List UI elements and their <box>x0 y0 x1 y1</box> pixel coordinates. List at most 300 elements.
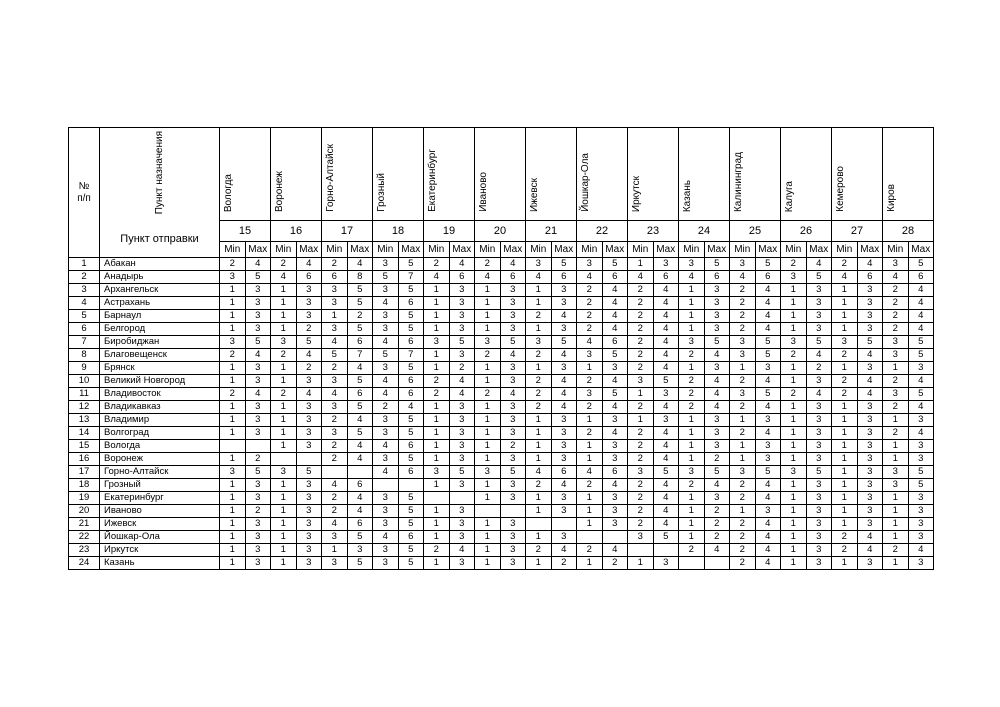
min-value-cell: 1 <box>781 297 807 310</box>
max-value-cell: 6 <box>398 336 424 349</box>
column-city-name: Кемерово <box>835 166 846 212</box>
max-value-cell: 3 <box>296 284 322 297</box>
max-value-cell: 3 <box>500 544 526 557</box>
min-value-cell: 1 <box>271 323 297 336</box>
min-value-cell: 3 <box>373 557 399 570</box>
min-value-cell: 3 <box>832 336 858 349</box>
max-value-cell: 5 <box>908 258 934 271</box>
column-city-name: Екатеринбург <box>427 149 438 212</box>
row-origin-city: Биробиджан <box>100 336 220 349</box>
min-value-cell: 1 <box>832 466 858 479</box>
max-value-cell: 4 <box>653 362 679 375</box>
min-value-cell: 1 <box>220 297 246 310</box>
min-value-cell: 3 <box>730 258 756 271</box>
max-value-cell <box>551 518 577 531</box>
min-value-cell: 2 <box>424 544 450 557</box>
max-header: Max <box>296 242 322 258</box>
min-value-cell: 3 <box>373 453 399 466</box>
row-origin-city: Благовещенск <box>100 349 220 362</box>
max-value-cell: 5 <box>602 349 628 362</box>
min-value-cell: 2 <box>322 453 348 466</box>
column-city-name: Калуга <box>784 180 795 212</box>
num-label-2: п/п <box>77 192 91 204</box>
min-header: Min <box>373 242 399 258</box>
min-value-cell: 1 <box>475 362 501 375</box>
table-row <box>69 505 934 518</box>
min-value-cell: 1 <box>271 531 297 544</box>
column-number: 16 <box>271 221 322 242</box>
min-value-cell: 2 <box>628 427 654 440</box>
max-value-cell: 4 <box>755 297 781 310</box>
table-row <box>69 531 934 544</box>
table-row <box>69 336 934 349</box>
max-value-cell: 4 <box>500 258 526 271</box>
max-value-cell: 3 <box>449 414 475 427</box>
max-value-cell: 4 <box>602 375 628 388</box>
min-value-cell: 1 <box>679 323 705 336</box>
max-value-cell: 4 <box>857 349 883 362</box>
max-value-cell: 3 <box>857 414 883 427</box>
max-value-cell: 4 <box>704 349 730 362</box>
min-value-cell: 1 <box>271 427 297 440</box>
max-value-cell: 5 <box>347 531 373 544</box>
max-value-cell: 4 <box>908 427 934 440</box>
max-value-cell: 3 <box>449 427 475 440</box>
min-value-cell: 1 <box>781 427 807 440</box>
min-value-cell: 1 <box>832 362 858 375</box>
max-value-cell: 3 <box>245 297 271 310</box>
min-value-cell: 1 <box>526 427 552 440</box>
min-value-cell <box>373 479 399 492</box>
max-value-cell <box>704 557 730 570</box>
max-value-cell: 3 <box>245 544 271 557</box>
max-value-cell: 3 <box>653 414 679 427</box>
column-destination-23 <box>628 128 679 221</box>
max-value-cell: 3 <box>500 401 526 414</box>
min-value-cell: 2 <box>679 388 705 401</box>
column-city-name: Воронеж <box>274 170 285 212</box>
max-value-cell: 4 <box>347 492 373 505</box>
max-value-cell: 5 <box>755 349 781 362</box>
min-value-cell: 2 <box>883 323 909 336</box>
column-number: 25 <box>730 221 781 242</box>
max-value-cell: 4 <box>602 427 628 440</box>
min-value-cell: 1 <box>679 492 705 505</box>
max-value-cell: 3 <box>449 531 475 544</box>
max-value-cell: 6 <box>347 388 373 401</box>
max-value-cell: 3 <box>857 492 883 505</box>
max-value-cell: 3 <box>500 518 526 531</box>
min-value-cell: 1 <box>526 297 552 310</box>
column-destination-26 <box>781 128 832 221</box>
max-value-cell: 4 <box>449 544 475 557</box>
row-number: 18 <box>69 479 100 492</box>
max-value-cell: 3 <box>296 297 322 310</box>
max-value-cell: 6 <box>704 271 730 284</box>
max-value-cell: 5 <box>398 310 424 323</box>
max-value-cell: 3 <box>245 362 271 375</box>
min-value-cell: 3 <box>271 336 297 349</box>
column-number: 15 <box>220 221 271 242</box>
min-value-cell: 4 <box>577 336 603 349</box>
min-value-cell: 1 <box>424 414 450 427</box>
table-row <box>69 427 934 440</box>
max-value-cell: 5 <box>857 336 883 349</box>
min-value-cell: 3 <box>373 518 399 531</box>
max-value-cell: 2 <box>296 323 322 336</box>
column-city-name: Иркутск <box>631 175 642 212</box>
min-value-cell: 4 <box>475 271 501 284</box>
min-value-cell: 2 <box>730 297 756 310</box>
min-value-cell: 3 <box>220 336 246 349</box>
min-value-cell: 2 <box>526 310 552 323</box>
min-value-cell: 3 <box>679 258 705 271</box>
min-value-cell: 1 <box>220 544 246 557</box>
max-value-cell: 4 <box>755 544 781 557</box>
min-value-cell: 2 <box>526 388 552 401</box>
max-value-cell: 5 <box>908 466 934 479</box>
min-value-cell: 5 <box>373 349 399 362</box>
min-header: Min <box>424 242 450 258</box>
min-value-cell: 1 <box>628 414 654 427</box>
min-value-cell: 1 <box>577 557 603 570</box>
row-number: 12 <box>69 401 100 414</box>
max-value-cell: 3 <box>296 531 322 544</box>
max-value-cell: 5 <box>551 336 577 349</box>
max-value-cell: 5 <box>398 362 424 375</box>
min-value-cell: 4 <box>832 271 858 284</box>
max-value-cell: 4 <box>806 349 832 362</box>
min-value-cell: 3 <box>679 466 705 479</box>
column-city-name: Йошкар-Ола <box>580 153 591 212</box>
min-value-cell: 3 <box>322 375 348 388</box>
min-value-cell: 3 <box>220 271 246 284</box>
max-value-cell: 2 <box>296 362 322 375</box>
max-value-cell: 3 <box>296 310 322 323</box>
max-value-cell: 6 <box>347 336 373 349</box>
min-value-cell: 3 <box>577 349 603 362</box>
row-number: 11 <box>69 388 100 401</box>
max-value-cell: 3 <box>245 310 271 323</box>
max-value-cell: 4 <box>653 518 679 531</box>
max-value-cell: 5 <box>653 466 679 479</box>
min-value-cell: 1 <box>883 531 909 544</box>
row-origin-city: Белгород <box>100 323 220 336</box>
max-value-cell: 5 <box>704 466 730 479</box>
min-value-cell: 1 <box>883 505 909 518</box>
max-value-cell: 3 <box>908 531 934 544</box>
max-value-cell: 3 <box>806 531 832 544</box>
max-value-cell: 5 <box>398 284 424 297</box>
max-value-cell: 4 <box>653 492 679 505</box>
min-value-cell: 2 <box>577 427 603 440</box>
row-origin-city: Иркутск <box>100 544 220 557</box>
min-value-cell: 1 <box>883 414 909 427</box>
max-value-cell: 3 <box>551 505 577 518</box>
min-value-cell: 1 <box>781 492 807 505</box>
min-value-cell: 2 <box>628 479 654 492</box>
min-value-cell: 1 <box>271 310 297 323</box>
max-value-cell: 4 <box>602 323 628 336</box>
max-value-cell: 4 <box>755 531 781 544</box>
max-value-cell: 4 <box>908 284 934 297</box>
min-value-cell: 1 <box>781 284 807 297</box>
column-destination-19 <box>424 128 475 221</box>
max-value-cell: 6 <box>857 271 883 284</box>
max-value-cell: 4 <box>449 388 475 401</box>
max-value-cell: 2 <box>602 557 628 570</box>
min-value-cell: 1 <box>832 557 858 570</box>
max-value-cell: 3 <box>449 310 475 323</box>
min-value-cell: 1 <box>679 518 705 531</box>
min-value-cell: 1 <box>475 557 501 570</box>
min-value-cell: 3 <box>628 531 654 544</box>
max-value-cell: 4 <box>449 375 475 388</box>
table-row <box>69 557 934 570</box>
max-value-cell: 4 <box>755 401 781 414</box>
column-number: 23 <box>628 221 679 242</box>
max-value-cell: 4 <box>653 297 679 310</box>
max-value-cell: 4 <box>755 323 781 336</box>
min-value-cell: 2 <box>730 323 756 336</box>
max-value-cell: 3 <box>806 518 832 531</box>
min-value-cell: 1 <box>475 375 501 388</box>
min-value-cell: 2 <box>679 479 705 492</box>
max-value-cell: 3 <box>245 492 271 505</box>
table-row <box>69 362 934 375</box>
min-value-cell: 1 <box>730 453 756 466</box>
min-value-cell: 3 <box>322 284 348 297</box>
max-value-cell: 4 <box>908 310 934 323</box>
min-value-cell: 2 <box>730 557 756 570</box>
min-value-cell: 1 <box>679 531 705 544</box>
table-row <box>69 310 934 323</box>
max-value-cell: 5 <box>551 258 577 271</box>
table-row <box>69 284 934 297</box>
max-value-cell: 4 <box>704 388 730 401</box>
min-value-cell: 4 <box>322 518 348 531</box>
table-row <box>69 466 934 479</box>
min-value-cell: 1 <box>781 479 807 492</box>
min-value-cell <box>577 531 603 544</box>
table-row <box>69 544 934 557</box>
min-value-cell: 1 <box>781 401 807 414</box>
min-value-cell: 2 <box>628 401 654 414</box>
min-value-cell <box>322 466 348 479</box>
min-value-cell: 1 <box>781 453 807 466</box>
min-value-cell: 1 <box>781 323 807 336</box>
max-value-cell: 5 <box>347 427 373 440</box>
max-value-cell: 6 <box>551 271 577 284</box>
min-value-cell: 1 <box>679 310 705 323</box>
min-value-cell: 1 <box>832 440 858 453</box>
min-value-cell: 3 <box>322 297 348 310</box>
min-value-cell: 4 <box>679 271 705 284</box>
max-value-cell: 4 <box>398 401 424 414</box>
max-value-cell: 5 <box>806 466 832 479</box>
min-value-cell: 3 <box>730 336 756 349</box>
min-value-cell: 4 <box>577 271 603 284</box>
max-value-cell: 3 <box>296 401 322 414</box>
row-origin-city: Владимир <box>100 414 220 427</box>
min-value-cell: 3 <box>373 323 399 336</box>
row-number: 19 <box>69 492 100 505</box>
max-value-cell: 4 <box>857 258 883 271</box>
min-value-cell: 3 <box>373 258 399 271</box>
min-value-cell: 2 <box>220 349 246 362</box>
max-value-cell: 3 <box>551 427 577 440</box>
max-value-cell: 3 <box>857 323 883 336</box>
row-origin-city: Воронеж <box>100 453 220 466</box>
max-value-cell: 3 <box>347 544 373 557</box>
max-value-cell: 3 <box>551 453 577 466</box>
row-number: 24 <box>69 557 100 570</box>
max-value-cell: 3 <box>245 401 271 414</box>
min-value-cell: 2 <box>577 297 603 310</box>
min-value-cell: 2 <box>832 388 858 401</box>
max-value-cell: 4 <box>347 362 373 375</box>
min-value-cell: 2 <box>730 284 756 297</box>
max-value-cell: 4 <box>500 388 526 401</box>
min-value-cell: 3 <box>781 271 807 284</box>
max-value-cell: 3 <box>245 414 271 427</box>
max-value-cell: 5 <box>398 323 424 336</box>
max-value-cell: 3 <box>245 375 271 388</box>
min-value-cell: 2 <box>883 310 909 323</box>
min-value-cell: 4 <box>883 271 909 284</box>
max-value-cell: 5 <box>347 557 373 570</box>
row-number: 15 <box>69 440 100 453</box>
min-value-cell: 2 <box>271 388 297 401</box>
row-origin-city: Вологда <box>100 440 220 453</box>
max-value-cell: 3 <box>296 414 322 427</box>
table-row <box>69 414 934 427</box>
min-value-cell: 2 <box>781 388 807 401</box>
max-value-cell: 6 <box>653 271 679 284</box>
row-number: 6 <box>69 323 100 336</box>
column-number: 28 <box>883 221 934 242</box>
min-value-cell: 2 <box>322 362 348 375</box>
min-value-cell: 1 <box>220 557 246 570</box>
max-value-cell: 3 <box>245 479 271 492</box>
row-number: 7 <box>69 336 100 349</box>
min-value-cell: 3 <box>271 466 297 479</box>
min-value-cell <box>271 453 297 466</box>
max-value-cell: 4 <box>449 258 475 271</box>
min-value-cell: 2 <box>271 258 297 271</box>
min-value-cell: 1 <box>679 414 705 427</box>
min-value-cell: 2 <box>679 375 705 388</box>
min-value-cell: 2 <box>883 375 909 388</box>
min-value-cell: 3 <box>322 323 348 336</box>
min-value-cell: 1 <box>832 453 858 466</box>
max-value-cell: 3 <box>857 557 883 570</box>
max-value-cell: 5 <box>398 258 424 271</box>
min-value-cell: 2 <box>577 544 603 557</box>
max-value-cell: 5 <box>398 505 424 518</box>
max-value-cell: 3 <box>500 531 526 544</box>
max-value-cell: 3 <box>908 518 934 531</box>
row-number: 21 <box>69 518 100 531</box>
min-value-cell: 2 <box>628 492 654 505</box>
max-value-cell: 3 <box>806 401 832 414</box>
max-value-cell: 3 <box>704 492 730 505</box>
max-value-cell: 4 <box>653 336 679 349</box>
max-value-cell: 3 <box>806 284 832 297</box>
max-value-cell: 3 <box>551 284 577 297</box>
table-row <box>69 440 934 453</box>
max-header: Max <box>602 242 628 258</box>
min-value-cell: 5 <box>322 349 348 362</box>
min-value-cell: 2 <box>526 375 552 388</box>
min-value-cell: 2 <box>322 505 348 518</box>
min-value-cell: 1 <box>424 427 450 440</box>
row-number: 10 <box>69 375 100 388</box>
max-value-cell: 4 <box>806 388 832 401</box>
min-value-cell: 2 <box>679 401 705 414</box>
column-destination-18 <box>373 128 424 221</box>
min-value-cell: 3 <box>322 401 348 414</box>
max-value-cell: 3 <box>857 440 883 453</box>
min-value-cell: 1 <box>424 557 450 570</box>
min-value-cell: 1 <box>475 492 501 505</box>
min-value-cell: 2 <box>679 544 705 557</box>
min-value-cell: 2 <box>883 284 909 297</box>
min-value-cell: 1 <box>475 518 501 531</box>
max-value-cell: 4 <box>908 297 934 310</box>
min-value-cell: 3 <box>373 505 399 518</box>
max-value-cell: 5 <box>398 557 424 570</box>
min-value-cell: 1 <box>781 375 807 388</box>
column-number: 19 <box>424 221 475 242</box>
min-value-cell: 1 <box>832 323 858 336</box>
max-value-cell: 5 <box>602 388 628 401</box>
max-value-cell: 3 <box>551 297 577 310</box>
min-value-cell: 2 <box>730 544 756 557</box>
row-number: 3 <box>69 284 100 297</box>
min-value-cell: 1 <box>424 323 450 336</box>
min-value-cell: 3 <box>373 284 399 297</box>
max-value-cell: 5 <box>755 466 781 479</box>
row-number: 17 <box>69 466 100 479</box>
table-row <box>69 297 934 310</box>
max-value-cell: 5 <box>500 466 526 479</box>
column-city-name: Иваново <box>478 172 489 212</box>
row-origin-city: Йошкар-Ола <box>100 531 220 544</box>
max-value-cell: 4 <box>551 349 577 362</box>
max-value-cell: 4 <box>602 284 628 297</box>
max-value-cell: 3 <box>449 284 475 297</box>
row-number: 4 <box>69 297 100 310</box>
max-value-cell: 3 <box>245 518 271 531</box>
max-value-cell: 3 <box>500 284 526 297</box>
min-value-cell: 1 <box>220 401 246 414</box>
max-value-cell: 3 <box>245 323 271 336</box>
max-value-cell: 3 <box>857 518 883 531</box>
min-value-cell: 1 <box>577 505 603 518</box>
min-value-cell: 1 <box>475 427 501 440</box>
max-value-cell: 3 <box>296 505 322 518</box>
min-value-cell: 1 <box>883 362 909 375</box>
min-value-cell: 2 <box>628 349 654 362</box>
column-city-name: Грозный <box>376 173 387 212</box>
row-origin-city: Великий Новгород <box>100 375 220 388</box>
max-value-cell <box>398 479 424 492</box>
column-destination-28 <box>883 128 934 221</box>
max-value-cell: 3 <box>857 453 883 466</box>
min-value-cell: 2 <box>424 388 450 401</box>
min-value-cell: 1 <box>271 518 297 531</box>
